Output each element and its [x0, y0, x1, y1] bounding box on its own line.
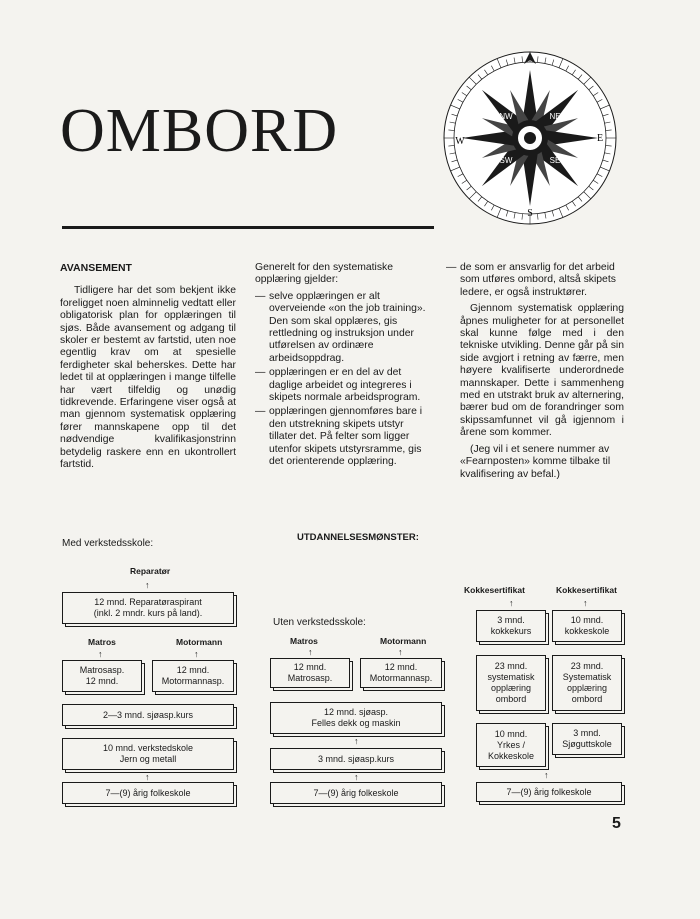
compass-nw: NW — [499, 112, 513, 121]
label-reparator: Reparatør — [130, 566, 171, 576]
arrow-icon: ↑ — [98, 649, 103, 659]
label-kokkesertifikat: Kokkesertifikat — [464, 585, 525, 595]
list-item: — opplæringen gjennomføres bare i den utstrekning skipets utstyr tillater det. På felter som ligger utenfor skipets utstyrsramme, gis det orienterende opplæring. — [255, 406, 423, 468]
label-kokkesertifikat: Kokkesertifikat — [556, 585, 617, 595]
page-number: 5 — [612, 815, 621, 832]
arrow-icon: ↑ — [583, 598, 588, 608]
compass-sw: SW — [499, 156, 513, 165]
box-systematisk-opplaering: 23 mnd. systematisk opplæring ombord — [476, 655, 546, 711]
column-paragraph: (Jeg vil i et senere nummer av «Fearnposten» komme tilbake til kvalifisering av befal.) — [460, 443, 611, 480]
box-sjoasp-kurs: 3 mnd. sjøasp.kurs — [270, 748, 442, 770]
page-title: OMBORD — [60, 97, 339, 165]
column-intro: Generelt for den systematiske opplæring gjelder: — [255, 262, 394, 286]
arrow-icon: ↑ — [544, 770, 549, 780]
list-item: — opplæringen er en del av det daglige arbeidet og integreres i skipets normale arbeidsprogram. — [255, 367, 421, 404]
label-motormann: Motormann — [380, 636, 427, 646]
column-paragraph: Tidligere har det som bekjent ikke foreligget noen alminnelig vedtatt eller obligatorisk plan for opplæringen til sjøs. Både avansement og adgang til skoler er bestemt av fartstid, uten noe egentlig krav om at spesielle ferdigheter skal beherskes. Dette har ledet til at opplæringen i mange tilfelle har vært tilfeldig og unødig tidkrevende. Erfaringene viser også at man gjennom systematisk opplæring fører mannskapene opp til det nødvendige kvalifikasjonstrinn betydelig raskere enn en ukontrollert fartstid. — [60, 285, 236, 471]
box-yrkes-kokkeskole: 10 mnd. Yrkes / Kokkeskole — [476, 723, 546, 767]
box-sjoguttskole: 3 mnd. Sjøguttskole — [552, 723, 622, 755]
list-item: — de som er ansvarlig for det arbeid som utføres ombord, altså skipets ledere, er også instruktører. — [446, 262, 616, 298]
arrow-icon: ↑ — [308, 647, 313, 657]
box-kokkekurs: 3 mnd. kokkekurs — [476, 610, 546, 642]
diagram-heading: UTDANNELSESMØNSTER: — [297, 532, 419, 543]
column-avansement — [60, 262, 236, 476]
box-folkeskole: 7—(9) årig folkeskole — [270, 782, 442, 804]
box-motormannasp: 12 mnd. Motormannasp. — [360, 658, 442, 688]
arrow-icon: ↑ — [354, 736, 359, 746]
box-matrosasp: Matrosasp. 12 mnd. — [62, 660, 142, 692]
caption-med-verkstedsskole: Med verkstedsskole: — [62, 538, 154, 549]
compass-w: W — [455, 136, 465, 147]
arrow-icon: ↑ — [398, 647, 403, 657]
box-motormannasp: 12 mnd. Motormannasp. — [152, 660, 234, 692]
compass-e: E — [596, 133, 604, 144]
arrow-icon: ↑ — [145, 580, 150, 590]
compass-s: S — [527, 208, 533, 219]
box-folkeskole: 7—(9) årig folkeskole — [62, 782, 234, 804]
box-kokkeskole: 10 mnd. kokkeskole — [552, 610, 622, 642]
title-rule — [62, 226, 434, 229]
box-matrosasp: 12 mnd. Matrosasp. — [270, 658, 350, 688]
box-felles-dekk-maskin: 12 mnd. sjøasp. Felles dekk og maskin — [270, 702, 442, 734]
arrow-icon: ↑ — [194, 649, 199, 659]
list-item: — selve opplæringen er alt overveiende «on the job training». Den som skal opplæres, gis rettledning og instruksjon under utførelsen av ordinære arbeidsoppdrag. — [255, 290, 426, 364]
section-heading: AVANSEMENT — [60, 262, 132, 274]
caption-uten-verkstedsskole: Uten verkstedsskole: — [273, 617, 366, 628]
arrow-icon: ↑ — [509, 598, 514, 608]
box-sjoasp-kurs: 2—3 mnd. sjøasp.kurs — [62, 704, 234, 726]
arrow-icon: ↑ — [145, 772, 150, 782]
label-motormann: Motormann — [176, 637, 223, 647]
label-matros: Matros — [88, 637, 116, 647]
box-reparatoraspirant: 12 mnd. Reparatøraspirant (inkl. 2 mndr. kurs på land). — [62, 592, 234, 624]
column-systematisk — [255, 262, 433, 471]
box-verkstedskole: 10 mnd. verkstedskole Jern og metall — [62, 738, 234, 770]
arrow-icon: ↑ — [354, 772, 359, 782]
compass-ne: NE — [549, 112, 561, 121]
column-paragraph: Gjennom systematisk opplæring åpnes muligheter for at personellet skal kunne følge med i den tekniske utvikling. Denne går på sin side avgjort i retning av færre, men høyere kvalifiserte underordnede mannskaper. Dette i sammenheng med en utstrakt bruk av alternering, bærer bud om de forandringer som skipssamfunnet vil gå igjennom i årene som kommer. — [460, 303, 624, 439]
label-matros: Matros — [290, 636, 318, 646]
column-instruktorer — [446, 262, 624, 485]
box-systematisk-opplaering: 23 mnd. Systematisk opplæring ombord — [552, 655, 622, 711]
compass-se: SE — [549, 156, 561, 165]
box-folkeskole: 7—(9) årig folkeskole — [476, 782, 622, 802]
compass-rose-icon — [442, 50, 618, 226]
